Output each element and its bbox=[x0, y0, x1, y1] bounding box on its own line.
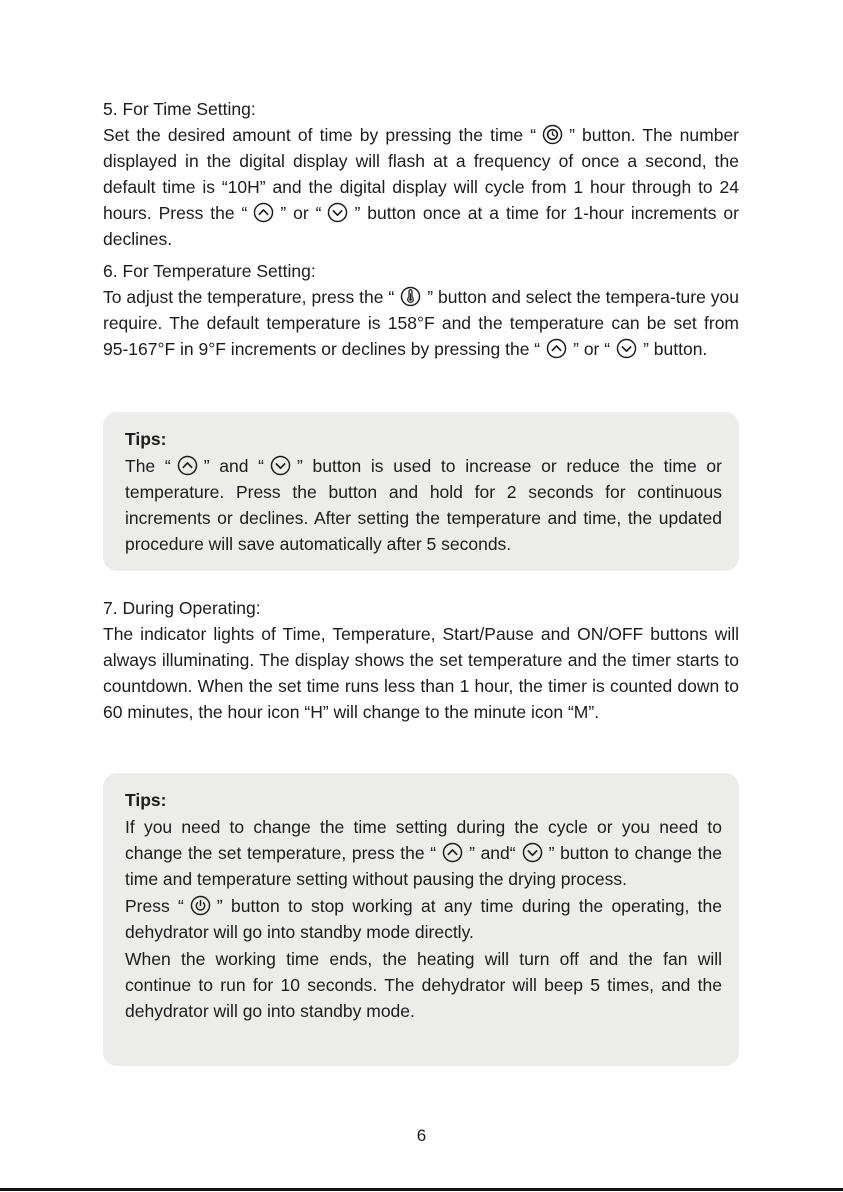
tips-text: The “ ” and “ ” button is used to increase or reduce the time or temperature. Press the button and hold for 2 seconds for continuous increments or declines. After setting the temperature and time, the updated procedure will save automatically after 5 seconds. bbox=[125, 456, 722, 554]
section-body: The indicator lights of Time, Temperature, Start/Pause and ON/OFF buttons will always illuminating. The display shows the set temperature and the timer starts to countdown. When the set time runs less than 1 hour, the timer is counted down to 60 minutes, the hour icon “H” will change to the minute icon “M”. bbox=[103, 624, 739, 722]
tips-text: Press “ ” button to stop working at any time during the operating, the dehydrator will go into standby mode directly. bbox=[125, 896, 722, 942]
section-time-setting bbox=[103, 96, 739, 252]
thermometer-button-icon bbox=[400, 286, 421, 307]
chevron-up-circle-icon bbox=[442, 842, 463, 863]
tips-title: Tips: bbox=[125, 429, 167, 449]
chevron-up-circle-icon bbox=[177, 455, 198, 476]
section-during-operating bbox=[103, 595, 739, 725]
chevron-down-circle-icon bbox=[616, 338, 637, 359]
chevron-down-circle-icon bbox=[270, 455, 291, 476]
chevron-down-circle-icon bbox=[522, 842, 543, 863]
tips-box bbox=[103, 773, 739, 1066]
tips-text: If you need to change the time setting during the cycle or you need to change the set temperature, press the “ ” and“ ” button to change the time and temperature setting without pausing the drying process. bbox=[125, 817, 722, 889]
section-body: To adjust the temperature, press the “ ” button and select the tempera-ture you require. The default temperature is 158°F and the temperature can be set from 95-167°F in 9°F increments or declines by pressing the “ ” or “ ” button. bbox=[103, 287, 740, 359]
chevron-up-circle-icon bbox=[546, 338, 567, 359]
chevron-up-circle-icon bbox=[253, 202, 274, 223]
section-body: Set the desired amount of time by pressing the time “ ” button. The number displayed in the digital display will flash at a frequency of once a second, the default time is “10H” and the digital display will cycle from 1 hour through to 24 hours. Press the “ ” or “ ” button once at a time for 1-hour increments or declines. bbox=[103, 125, 740, 249]
power-button-icon bbox=[190, 895, 211, 916]
tips-box bbox=[103, 412, 739, 571]
section-title: 6. For Temperature Setting: bbox=[103, 261, 316, 281]
bottom-divider bbox=[0, 1188, 843, 1191]
clock-button-icon bbox=[542, 124, 563, 145]
tips-text: When the working time ends, the heating will turn off and the fan will continue to run for 10 seconds. The dehydrator will beep 5 times, and the dehydrator will go into standby mode. bbox=[125, 949, 722, 1021]
section-temperature-setting bbox=[103, 258, 739, 362]
page-number: 6 bbox=[416, 1126, 427, 1145]
section-title: 5. For Time Setting: bbox=[103, 99, 256, 119]
tips-title: Tips: bbox=[125, 790, 167, 810]
section-title: 7. During Operating: bbox=[103, 598, 261, 618]
chevron-down-circle-icon bbox=[327, 202, 348, 223]
